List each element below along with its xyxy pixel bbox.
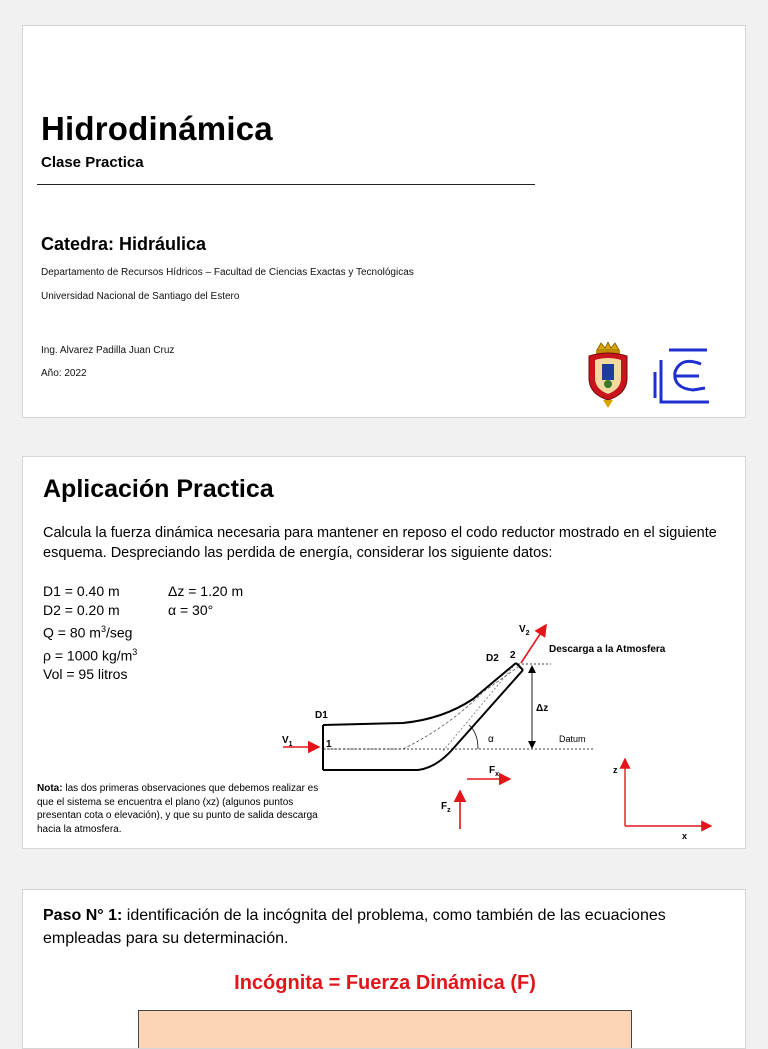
point1-label: 1 (326, 739, 332, 750)
unknown-heading: Incógnita = Fuerza Dinámica (F) (234, 972, 536, 994)
z-axis-label: z (613, 765, 618, 775)
v2-label: $V_2$ (519, 624, 530, 637)
step-text: Paso N° 1: identificación de la incógnita del problema, como también de las ecuaciones empleadas para su determinación. (43, 907, 666, 947)
note-text: Nota: las dos primeras observaciones que debemos realizar es que el sistema se encuentra el plano (xz) (algunos puntos presentan cota o elevación), y que su punto de salida descarga hacia la atmosfera. (37, 783, 319, 835)
d2-value: D2 = 0.20 m (43, 602, 120, 618)
fz-label: $F_z$ (441, 801, 451, 814)
university-crest-logo (583, 340, 633, 410)
descarga-label: Descarga a la Atmosfera (549, 644, 666, 655)
dz-value: Δz = 1.20 m (168, 583, 244, 599)
slide-title: Aplicación Practica (43, 475, 274, 503)
d2-label: D2 (486, 653, 499, 664)
v1-label: $V_1$ (282, 735, 293, 748)
equation-box (138, 1010, 632, 1049)
alpha-label: α (488, 734, 494, 745)
d1-value: D1 = 0.40 m (43, 583, 120, 599)
title-divider (37, 184, 535, 185)
d1-label: D1 (315, 710, 328, 721)
author-text: Ing. Alvarez Padilla Juan Cruz (41, 345, 175, 356)
vol-value: Vol = 95 litros (43, 666, 128, 683)
slide-subtitle: Clase Practica (41, 154, 144, 171)
problem-statement: Calcula la fuerza dinámica necesaria para mantener en reposo el codo reductor mostrado en el siguiente esquema. Despreciando las perdida de energía, considerar los siguiente datos: (43, 525, 717, 561)
department-text: Departamento de Recursos Hídricos – Facultad de Ciencias Exactas y Tecnológicas (41, 267, 414, 278)
pipe-outline (323, 663, 523, 770)
step-slide (22, 889, 746, 1049)
year-text: Año: 2022 (41, 368, 87, 379)
x-axis-label: x (682, 831, 688, 841)
title-slide (22, 25, 746, 418)
dz-arrowhead-top (528, 665, 536, 673)
q-value: Q = 80 $m^3$/seg (43, 624, 133, 641)
alpha-value: α = 30° (168, 602, 214, 618)
point2-label: 2 (510, 650, 516, 661)
dz-label: Δz (536, 703, 549, 714)
rho-value: ρ = 1000 $kg/m^3$ (43, 646, 138, 664)
dz-arrowhead-bottom (528, 741, 536, 749)
application-slide (22, 456, 746, 849)
slide-title: Hidrodinámica (41, 110, 273, 147)
catedra-heading: Catedra: Hidráulica (41, 234, 207, 254)
reducer-elbow-diagram (23, 457, 746, 849)
fx-label: $F_x$ (489, 765, 500, 778)
university-text: Universidad Nacional de Santiago del Estero (41, 291, 240, 302)
faculty-logo (651, 342, 713, 406)
datum-label: Datum (559, 734, 586, 744)
